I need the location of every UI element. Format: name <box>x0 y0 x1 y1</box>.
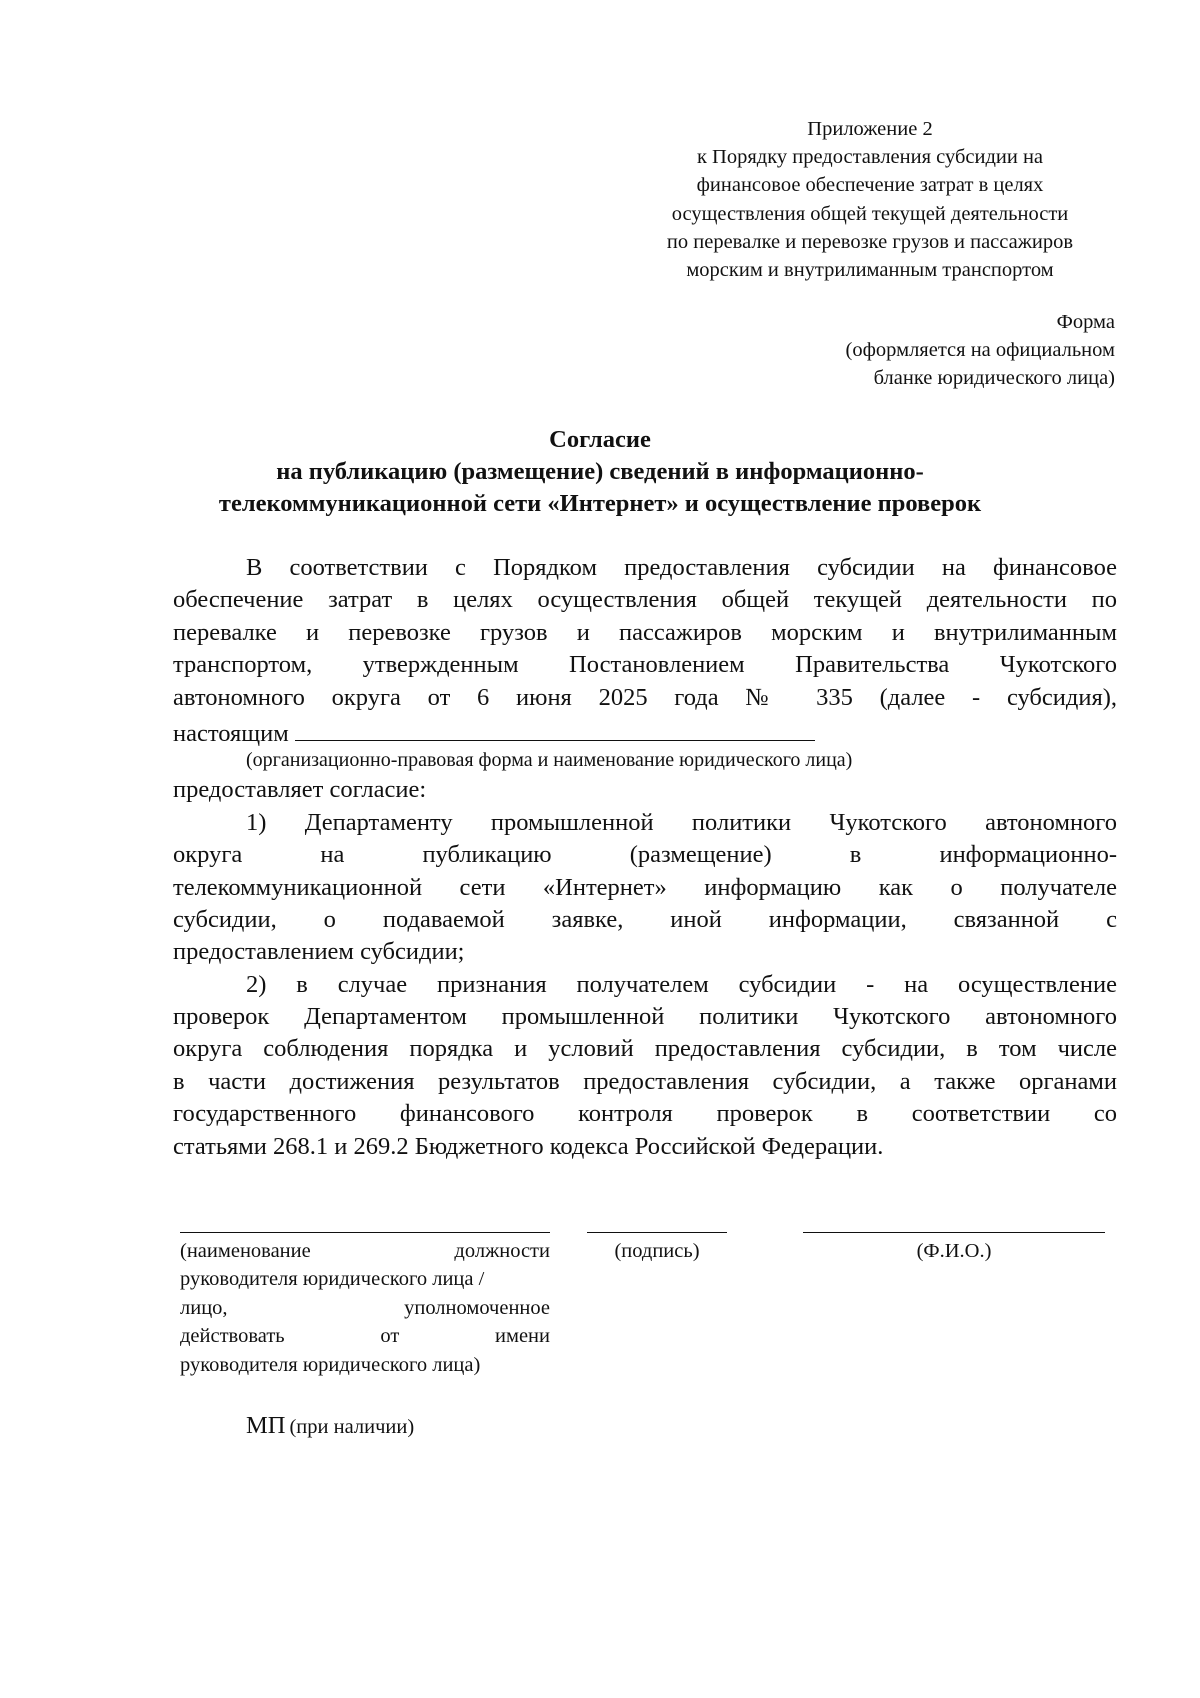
item1-line: округа на публикацию (размещение) в информационно- <box>173 841 1117 869</box>
form-note-line: Форма <box>1056 311 1115 333</box>
appendix-line: морским и внутрилиманным транспортом <box>686 259 1054 282</box>
fio-block <box>803 1232 1105 1265</box>
item1-line: субсидии, о подаваемой заявке, иной информации, связанной с <box>173 905 1117 933</box>
fio-blank-line[interactable] <box>803 1232 1105 1233</box>
form-note-line: (оформляется на официальном <box>845 339 1115 361</box>
position-caption-line: руководителя юридического лица / <box>180 1268 485 1291</box>
form-note <box>700 308 1115 392</box>
appendix-line: к Порядку предоставления субсидии на <box>696 146 1044 169</box>
title-line: Согласие <box>549 426 651 453</box>
appendix-header <box>620 115 1120 284</box>
appendix-line: осуществления общей текущей деятельности <box>671 202 1069 225</box>
appendix-line: Приложение 2 <box>807 118 933 140</box>
signature-block <box>587 1232 727 1265</box>
item2-line: статьями 268.1 и 269.2 Бюджетного кодекса Российской Федерации. <box>173 1132 884 1160</box>
item1-line: предоставлением субсидии; <box>173 938 465 966</box>
organization-name-blank[interactable] <box>295 714 815 741</box>
item2-line: государственного финансового контроля проверок в соответствии со <box>173 1100 1117 1128</box>
appendix-line: финансовое обеспечение затрат в целях <box>696 174 1044 197</box>
paragraph-line: перевалке и перевозке грузов и пассажиров морским и внутрилиманным <box>173 618 1117 646</box>
fio-caption: (Ф.И.О.) <box>916 1240 992 1262</box>
title-line: телекоммуникационной сети «Интернет» и осуществление проверок <box>218 490 982 517</box>
position-caption-line: руководителя юридического лица) <box>180 1353 481 1376</box>
item1-line: 1) Департаменту промышленной политики Чукотского автономного <box>246 808 1117 836</box>
appendix-line: по перевалке и перевозке грузов и пассажиров <box>666 230 1074 253</box>
blank-hint: (организационно-правовая форма и наименование юридического лица) <box>246 749 853 772</box>
document-body <box>173 552 1117 1163</box>
item1-line: телекоммуникационной сети «Интернет» информацию как о получателе <box>173 873 1117 901</box>
present-word: настоящим <box>173 719 289 747</box>
item2-line: в части достижения результатов предоставления субсидии, а также органами <box>173 1067 1117 1095</box>
stamp-abbr: МП <box>246 1412 286 1439</box>
stamp-placeholder <box>246 1412 414 1440</box>
item2-line: проверок Департаментом промышленной политики Чукотского автономного <box>173 1003 1117 1031</box>
paragraph-line: обеспечение затрат в целях осуществления общей текущей деятельности по <box>173 586 1117 614</box>
position-caption-line: лицо, уполномоченное <box>180 1296 550 1319</box>
consent-line: предоставляет согласие: <box>173 776 427 804</box>
paragraph-line: автономного округа от 6 июня 2025 года № 335 (далее - субсидия), <box>173 683 1117 711</box>
position-caption-line: (наименование должности <box>180 1240 550 1262</box>
item2-line: 2) в случае признания получателем субсидии - на осуществление <box>246 970 1117 998</box>
item2-line: округа соблюдения порядка и условий предоставления субсидии, в том числе <box>173 1035 1117 1063</box>
document-title <box>150 424 1050 520</box>
position-blank-line[interactable] <box>180 1232 550 1233</box>
form-note-line: бланке юридического лица) <box>873 367 1115 389</box>
position-signature-block <box>180 1232 550 1379</box>
stamp-note: (при наличии) <box>289 1416 415 1438</box>
paragraph-line: транспортом, утвержденным Постановлением Правительства Чукотского <box>173 651 1117 679</box>
paragraph-line: В соответствии с Порядком предоставления субсидии на финансовое <box>246 554 1117 581</box>
signature-blank-line[interactable] <box>587 1232 727 1233</box>
title-line: на публикацию (размещение) сведений в информационно- <box>276 458 924 485</box>
signature-caption: (подпись) <box>614 1240 700 1262</box>
present-line <box>173 714 1117 746</box>
position-caption-line: действовать от имени <box>180 1325 550 1348</box>
